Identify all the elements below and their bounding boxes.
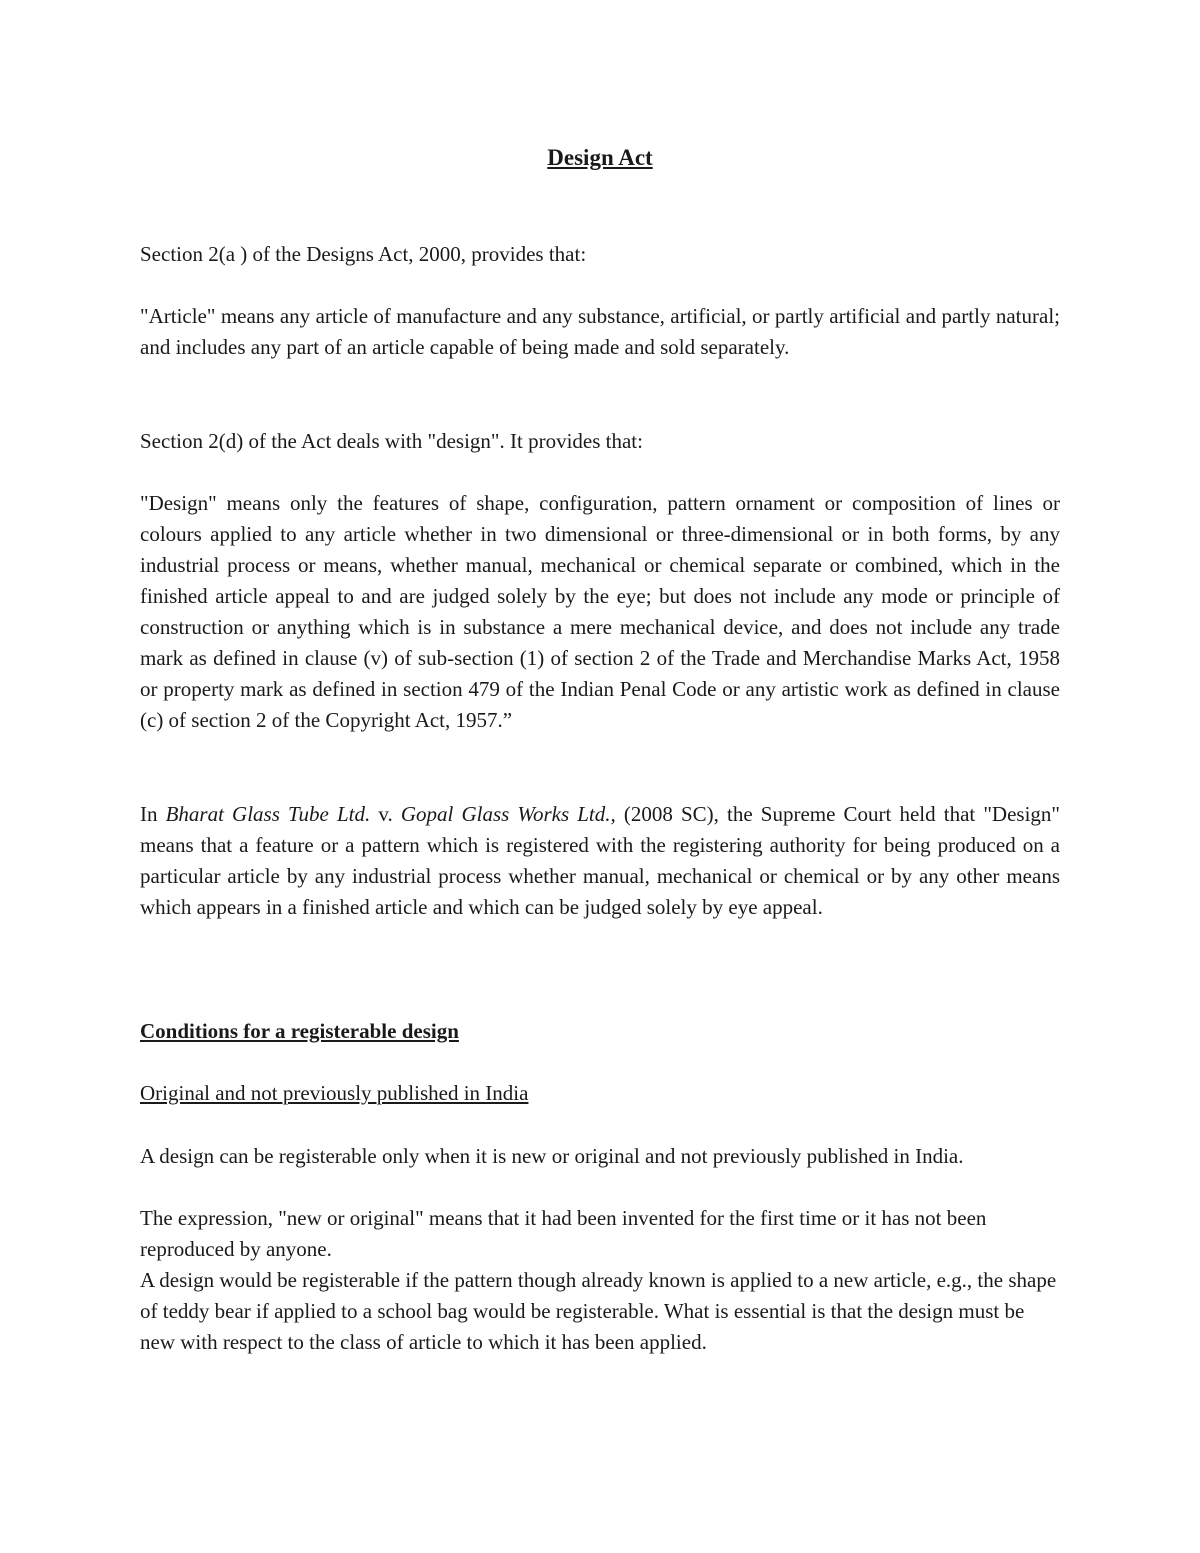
section-2d-definition: "Design" means only the features of shape, configuration, pattern ornament or composition of lines or colours applied to any article whether in two dimensional or three-dimensional or in both forms, by any industrial process or means, whether manual, mechanical or chemical separate or combined, which in the finished article appeal to and are judged solely by the eye; but does not include any mode or principle of construction or anything which is in substance a mere mechanical device, and does not include any trade mark as defined in clause (v) of sub-section (1) of section 2 of the Trade and Merchandise Marks Act, 1958 or property mark as defined in section 479 of the Indian Penal Code or any artistic work as defined in clause (c) of section 2 of the Copyright Act, 1957.” <box>140 491 1060 732</box>
conditions-paragraph-3: A design would be registerable if the pattern though already known is applied to a new article, e.g., the shape of teddy bear if applied to a school bag would be registerable. What is essential is that the design must be new with respect to the class of article to which it has been applied. <box>140 1268 1057 1354</box>
case-prefix: In <box>140 802 166 826</box>
section-2a-intro: Section 2(a ) of the Designs Act, 2000, provides that: <box>140 242 587 266</box>
conditions-paragraph-1: A design can be registerable only when it is new or original and not previously published in India. <box>140 1144 964 1168</box>
conditions-subheading: Original and not previously published in India <box>140 1081 529 1105</box>
conditions-heading: Conditions for a registerable design <box>140 1019 459 1043</box>
case-versus: v. <box>370 802 401 826</box>
section-2a-definition: "Article" means any article of manufacture and any substance, artificial, or partly artificial and partly natural; and includes any part of an article capable of being made and sold separately. <box>140 304 1060 359</box>
case-paragraph <box>140 799 1060 923</box>
document-page <box>140 0 1060 1553</box>
case-party-1: Bharat Glass Tube Ltd. <box>165 802 371 826</box>
section-2d-intro: Section 2(d) of the Act deals with "design". It provides that: <box>140 429 643 453</box>
case-rest: (2008 SC), the Supreme Court held that "Design" means that a feature or a pattern which is registered with the registering authority for being produced on a particular article by any industrial process whether manual, mechanical or chemical or by any other means which appears in a finished article and which can be judged solely by eye appeal. <box>140 802 1060 919</box>
document-title: Design Act <box>547 145 653 170</box>
case-party-2: Gopal Glass Works Ltd., <box>400 802 616 826</box>
conditions-paragraph-2: The expression, "new or original" means that it had been invented for the first time or it has not been reproduced by anyone. <box>140 1206 987 1261</box>
